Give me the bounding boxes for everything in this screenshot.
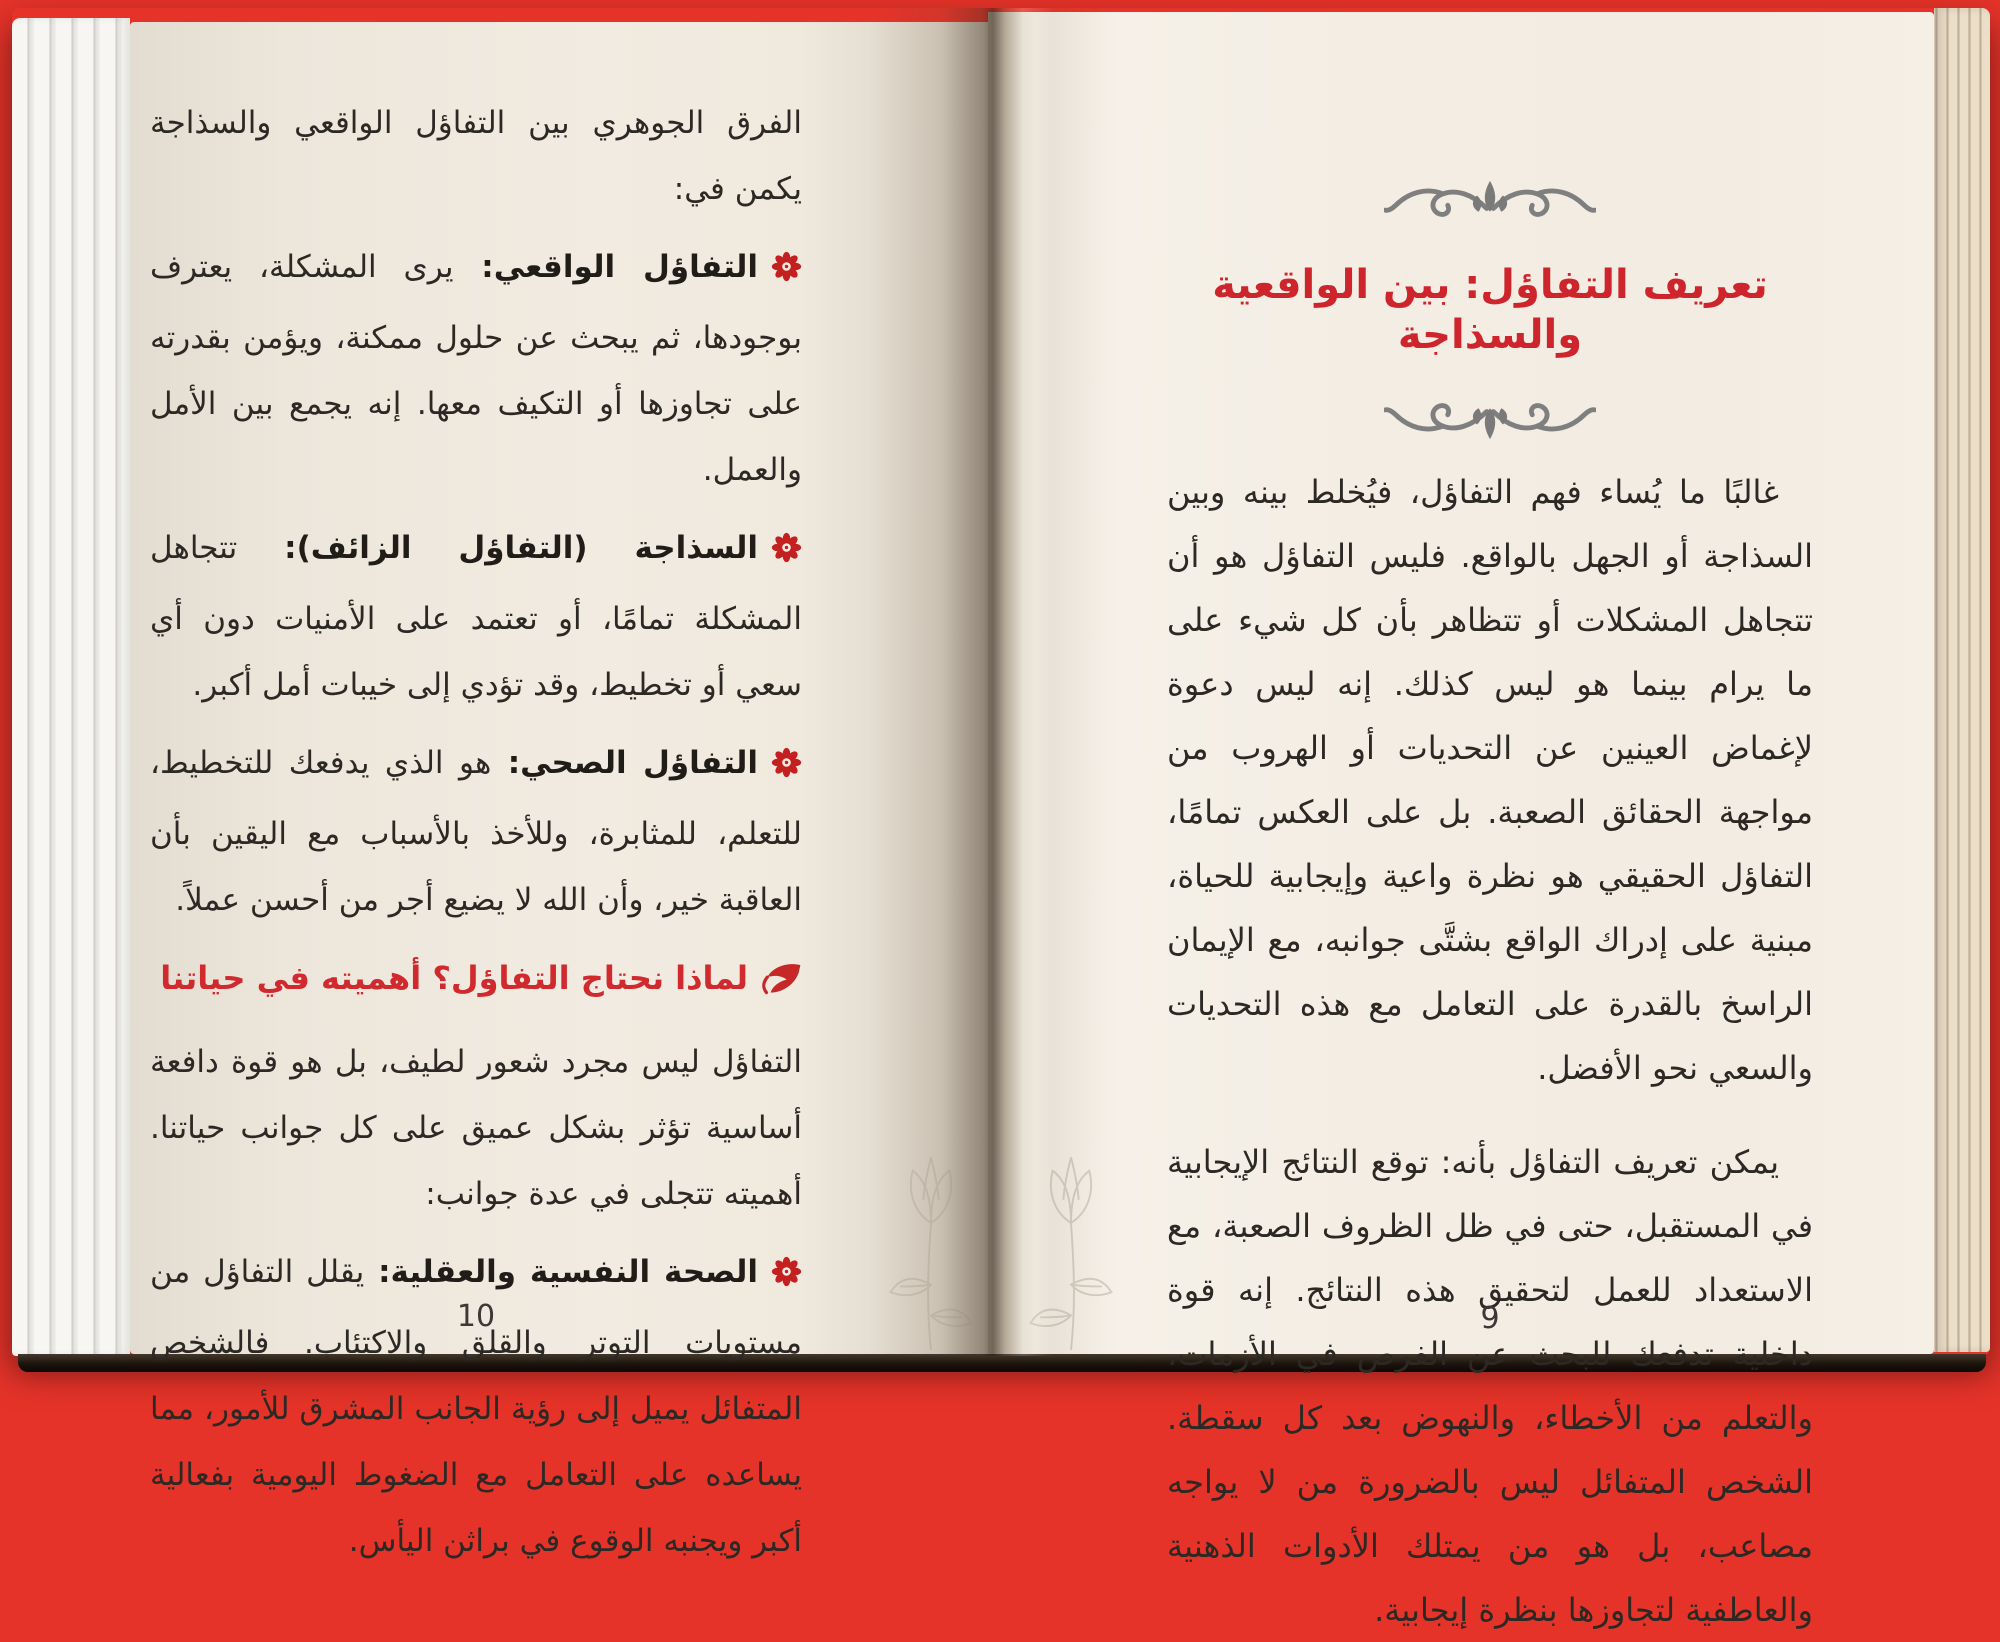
bullet-label: التفاؤل الواقعي: [453,249,759,285]
right-page-content [1167,460,1813,1642]
leaf-swash-icon [760,951,802,1017]
page-number-right: 9 [1480,1301,1500,1336]
floral-divider-icon [1384,176,1596,228]
bullet-item [150,1239,802,1574]
left-page-content [150,90,802,1574]
right-page-heading-area [1167,176,1813,444]
flower-bullet-icon [771,239,802,305]
floral-divider-icon [1384,392,1596,444]
page-stack-edge-right [1934,8,1990,1352]
chapter-title: تعريف التفاؤل: بين الواقعية والسذاجة [1212,262,1768,358]
bullet-text: هو الذي يدفعك للتخطيط، للتعلم، للمثابرة، وللأخذ بالأسباب مع اليقين بأن العاقبة خير، وأن الله لا يضيع أجر من أحسن عملاً. [150,745,802,918]
tulip-sketch-icon [872,1140,990,1356]
page-number-left: 10 [456,1299,496,1334]
flower-bullet-icon [771,520,802,586]
paragraph: يمكن تعريف التفاؤل بأنه: توقع النتائج الإيجابية في المستقبل، حتى في ظل الظروف الصعبة، مع الاستعداد للعمل لتحقيق هذه النتائج. إنه قوة داخلية تدفعك للبحث عن الفرص في الأزمات، والتعلم من الأخطاء، والنهوض بعد كل سقطة. الشخص المتفائل ليس بالضرورة من لا يواجه مصاعب، بل هو من يمتلك الأدوات الذهنية والعاطفية لتجاوزها بنظرة إيجابية. [1167,1143,1813,1629]
bullet-text: يرى المشكلة، يعترف بوجودها، ثم يبحث عن حلول ممكنة، ويؤمن بقدرته على تجاوزها أو التكيف معها. إنه يجمع بين الأمل والعمل. [150,249,802,488]
bullet-item [150,234,802,503]
paragraph: التفاؤل ليس مجرد شعور لطيف، بل هو قوة دافعة أساسية تؤثر بشكل عميق على كل جوانب حياتنا. أهميته تتجلى في عدة جوانب: [150,1044,802,1212]
section-subheading [150,945,802,1017]
bullet-item [150,730,802,933]
bullet-item [150,515,802,718]
bullet-text: تتجاهل المشكلة تمامًا، أو تعتمد على الأمنيات دون أي سعي أو تخطيط، وقد تؤدي إلى خيبات أمل أكبر. [150,530,802,703]
bullet-text: يقلل التفاؤل من مستويات التوتر والقلق والاكتئاب. فالشخص المتفائل يميل إلى رؤية الجانب المشرق للأمور، مما يساعده على التعامل مع الضغوط اليومية بفعالية أكبر ويجنبه الوقوع في براثن اليأس. [150,1254,802,1559]
paragraph: غالبًا ما يُساء فهم التفاؤل، فيُخلط بينه وبين السذاجة أو الجهل بالواقع. فليس التفاؤل هو أن تتجاهل المشكلات أو تتظاهر بأن كل شيء على ما يرام بينما هو ليس كذلك. إنه ليس دعوة لإغماض العينين عن التحديات أو الهروب من مواجهة الحقائق الصعبة. بل على العكس تمامًا، التفاؤل الحقيقي هو نظرة واعية وإيجابية للحياة، مبنية على إدراك الواقع بشتَّى جوانبه، مع الإيمان الراسخ بالقدرة على التعامل مع هذه التحديات والسعي نحو الأفضل. [1167,473,1813,1087]
bullet-label: الصحة النفسية والعقلية: [364,1254,758,1290]
subheading-text: لماذا نحتاج التفاؤل؟ أهميته في حياتنا [160,959,748,997]
tulip-sketch-icon [1012,1140,1130,1356]
bullet-label: السذاجة (التفاؤل الزائف): [237,530,758,566]
open-book [12,8,1990,1629]
bullet-label: التفاؤل الصحي: [491,745,759,781]
page-stack-edge-left [12,18,130,1356]
paragraph: الفرق الجوهري بين التفاؤل الواقعي والسذاجة يكمن في: [150,105,802,207]
flower-bullet-icon [771,735,802,801]
